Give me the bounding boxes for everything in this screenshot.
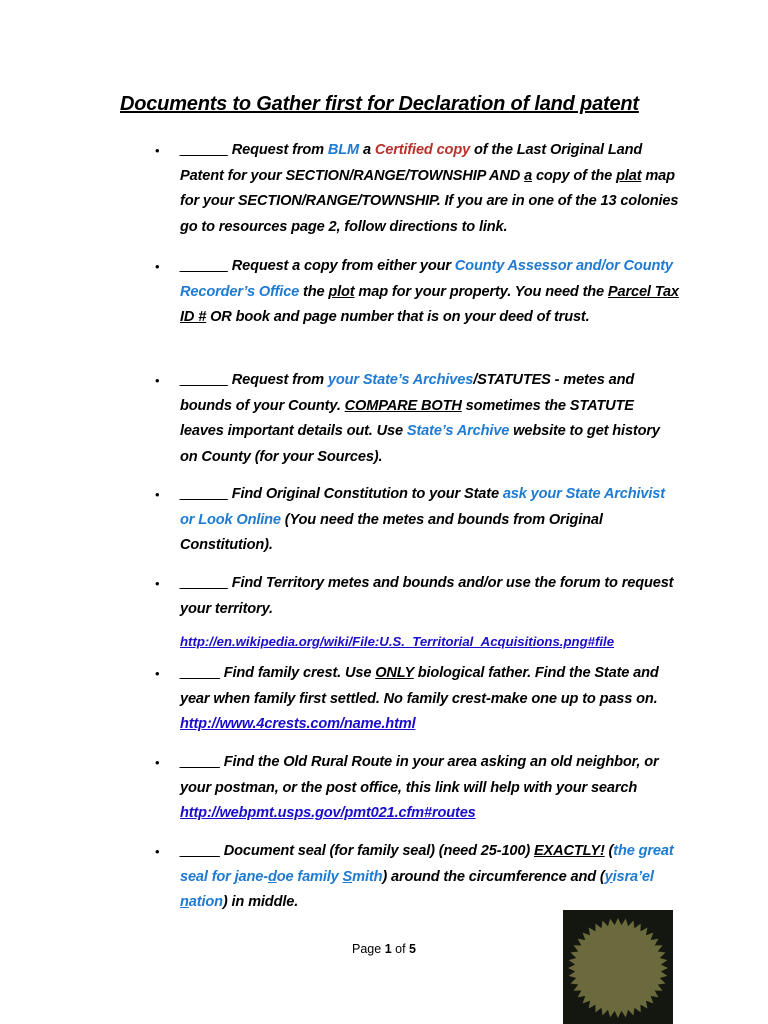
text: y (604, 868, 613, 885)
page-title: Documents to Gather first for Declaration of land patent (120, 93, 639, 115)
text: (You need the metes and bounds from Original Constitution). (180, 511, 603, 553)
text: a (359, 142, 375, 158)
text: Document seal (for family seal) (need 25-100) (219, 843, 534, 859)
text: map for your SECTION/RANGE/TOWNSHIP. If you are in one of the 13 colonies go to resources page 2, follow directions to link. (180, 167, 679, 235)
territory-link[interactable]: http://en.wikipedia.org/wiki/File:U.S._Territorial_Acquisitions.png#file (180, 634, 615, 649)
text: OR book and page number that is on your deed of trust. (206, 309, 590, 325)
text: S (342, 868, 353, 885)
text: Parcel Tax ID # (180, 283, 679, 325)
text: /STATUTES - metes and bounds of your County. (180, 372, 635, 414)
bullet: • (155, 373, 160, 388)
archivist-text: ask your State Archivist or Look Online (180, 486, 665, 528)
text: of the Last Original Land Patent for your SECTION/RANGE/TOWNSHIP AND (180, 142, 643, 184)
text: n (180, 894, 189, 910)
list-item (155, 368, 680, 482)
text: isra’el (612, 868, 654, 885)
state-archives-text: your State’s Archives (327, 372, 474, 388)
list-item (155, 138, 680, 245)
text: Request a copy from either your (227, 258, 455, 274)
blank-line: _____ (180, 754, 220, 770)
text: map for your property. You need the (354, 283, 608, 300)
footer-text: of (395, 942, 406, 956)
list-item (155, 661, 680, 750)
text: d (267, 868, 277, 885)
text: j (234, 868, 239, 885)
crest-link[interactable]: http://www.4crests.com/name.html (180, 716, 416, 732)
bullet: • (155, 259, 160, 274)
page-total: 5 (409, 942, 416, 956)
county-office-text: County Assessor and/or County Recorder’s Office (180, 258, 673, 300)
seal-starburst (568, 918, 668, 1018)
text: Request from (227, 142, 328, 158)
text: Find the Old Rural Route in your area asking an old neighbor, or your postman, or the post office, this link will help with your search (180, 754, 659, 796)
usps-link[interactable]: http://webpmt.usps.gov/pmt021.cfm#routes (180, 805, 476, 821)
text: the great seal for (180, 843, 674, 885)
text: Find family crest. Use (219, 665, 376, 681)
footer-text: Page (352, 942, 382, 956)
text: COMPARE BOTH (344, 397, 462, 414)
bullet: • (155, 487, 160, 502)
gold-seal-icon (563, 910, 673, 1024)
state-archive-text: State’s Archive (406, 423, 510, 439)
text: EXACTLY! (533, 843, 605, 859)
list-item (155, 750, 680, 839)
list-item (155, 254, 680, 368)
text: website to get history on County (for your Sources). (180, 423, 660, 465)
blank-line: ______ (180, 486, 228, 502)
blank-line: ______ (180, 258, 228, 274)
list-item (155, 839, 680, 916)
checklist (155, 138, 680, 916)
text: Find Territory metes and bounds and/or use the forum to request your territory. (180, 575, 674, 617)
text: sometimes the STATUTE leaves important details out. Use (180, 397, 634, 439)
bullet: • (155, 755, 160, 770)
text: plat (616, 167, 642, 184)
text: ane- (238, 868, 268, 885)
text: a (524, 167, 533, 184)
blank-line: _____ (180, 665, 220, 681)
text: ) around the circumference and ( (382, 868, 605, 885)
bullet: • (155, 143, 160, 158)
blank-line: ______ (180, 575, 228, 591)
bullet: • (155, 844, 160, 859)
text: copy of the (532, 167, 617, 184)
blank-line: _____ (180, 843, 220, 859)
text: mith (352, 868, 383, 885)
text: ) in middle. (222, 894, 299, 910)
bullet: • (155, 576, 160, 591)
text: ( (604, 843, 614, 859)
seal-image (563, 910, 673, 1024)
list-item (155, 482, 680, 571)
text: Request from (227, 372, 328, 388)
blm-text: BLM (327, 142, 360, 158)
text: biological father. Find the State and year when family first settled. No family crest-make one up to pass on. (180, 665, 659, 707)
text: the (299, 283, 329, 300)
text: Find Original Constitution to your State (227, 486, 503, 502)
text: plot (328, 283, 355, 300)
blank-line: ______ (180, 372, 228, 388)
text: ONLY (375, 665, 414, 681)
bullet: • (155, 666, 160, 681)
blank-line: ______ (180, 142, 228, 158)
certified-copy-text: Certified copy (374, 142, 471, 158)
page-number: 1 (384, 942, 392, 956)
text: ation (188, 894, 223, 910)
text: oe family (276, 868, 343, 885)
